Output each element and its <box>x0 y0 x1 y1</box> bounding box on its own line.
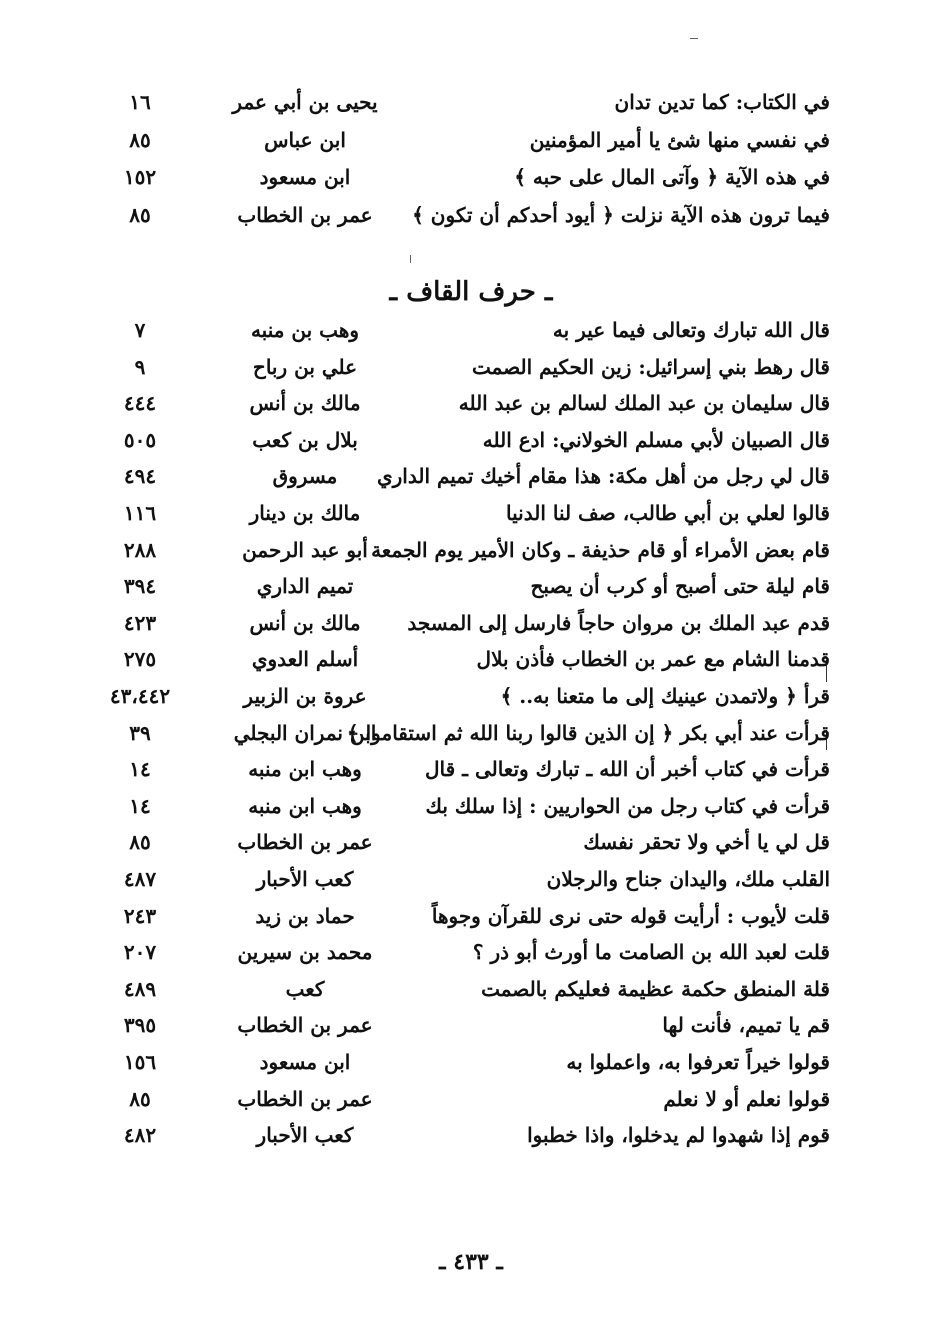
narrator-name: مسروق <box>272 464 338 489</box>
narrator-name: ابن عباس <box>264 127 346 152</box>
index-row <box>100 385 830 421</box>
quote-text: قالوا لعلي بن أبي طالب، صف لنا الدنيا <box>506 501 830 525</box>
narrator-name: وهب ابن منبه <box>248 793 362 818</box>
index-row <box>100 197 830 233</box>
narrator-name: يحيى بن أبي عمر <box>232 90 378 114</box>
page-reference: ٩ <box>134 354 146 379</box>
narrator-name: ابن نمران البجلي <box>233 720 377 745</box>
page-reference: ٢٧٥ <box>123 647 157 672</box>
quote-text: قام ليلة حتى أصبح أو كرب أن يصبح <box>530 574 830 599</box>
page-reference: ١٤ <box>129 757 151 782</box>
narrator-name: كعب الأحبار <box>256 1123 354 1148</box>
page-reference: ٨٥ <box>129 127 151 152</box>
quote-text: قال سليمان بن عبد الملك لسالم بن عبد الله <box>458 391 830 416</box>
quote-text: قل لي يا أخي ولا تحقر نفسك <box>583 830 830 855</box>
index-row <box>100 312 830 348</box>
narrator-name: عمر بن الخطاب <box>237 830 373 855</box>
index-row <box>100 824 830 860</box>
narrator-name: علي بن رباح <box>252 354 358 379</box>
page-reference: ١٥٢ <box>123 165 157 189</box>
index-row <box>100 934 830 970</box>
page-reference: ٤٩٤ <box>123 464 157 489</box>
quote-text: قرأت عند أبي بكر ﴿ إن الذين قالوا ربنا الله ثم استقاموا ﴾ <box>346 720 830 745</box>
quote-text: في نفسي منها شئ يا أمير المؤمنين <box>529 127 830 152</box>
index-row <box>100 1007 830 1043</box>
page-reference: ٤٨٩ <box>123 976 157 1001</box>
page-reference: ٨٥ <box>129 202 151 227</box>
page-reference: ٨٥ <box>129 830 151 855</box>
quote-text: قال رهط بني إسرائيل: زين الحكيم الصمت <box>471 354 830 379</box>
index-row <box>100 349 830 385</box>
page-reference: ٤٨٢ <box>123 1123 157 1148</box>
index-row <box>100 495 830 531</box>
narrator-name: ابن مسعود <box>259 1050 351 1074</box>
quote-text: قلت لأيوب : أرأيت قوله حتى نرى للقرآن وجوهاً <box>431 903 830 928</box>
index-row <box>100 1081 830 1117</box>
quote-text: قرأت في كتاب رجل من الحواريين : إذا سلك بك <box>425 793 830 818</box>
index-row <box>100 532 830 568</box>
index-row <box>100 751 830 787</box>
quote-text: قال الله تبارك وتعالى فيما عير به <box>552 318 830 342</box>
quote-text: قولوا نعلم أو لا نعلم <box>663 1086 830 1111</box>
narrator-name: عمر بن الخطاب <box>237 202 373 227</box>
page-reference: ٤٨٧ <box>123 867 157 891</box>
quote-text: في الكتاب: كما تدين تدان <box>614 90 830 114</box>
index-row <box>100 605 830 641</box>
narrator-name: مالك بن أنس <box>249 610 361 635</box>
narrator-name: عروة بن الزبير <box>243 684 367 708</box>
quote-text: قال الصبيان لأبي مسلم الخولاني: ادع الله <box>482 427 830 452</box>
page-reference: ٢٠٧ <box>123 940 157 965</box>
narrator-name: وهب بن منبه <box>250 318 360 342</box>
print-mark <box>410 255 411 263</box>
quote-text: القلب ملك، واليدان جناح والرجلان <box>546 867 830 891</box>
index-row <box>100 458 830 494</box>
quote-text: قم يا تميم، فأنت لها <box>662 1013 830 1038</box>
narrator-name: حماد بن زيد <box>255 903 355 928</box>
page-reference: ٣٩٤ <box>123 574 157 599</box>
index-row <box>100 122 830 158</box>
quote-text: فيما ترون هذه الآية نزلت ﴿ أيود أحدكم أن تكون ﴾ <box>412 202 830 227</box>
index-row <box>100 641 830 677</box>
section-heading: ـ حرف القاف ـ <box>389 277 553 307</box>
quote-text: قدمنا الشام مع عمر بن الخطاب فأذن بلال <box>476 647 830 672</box>
page-reference: ٣٩٥ <box>123 1013 157 1038</box>
page-reference: ١٤ <box>129 793 151 818</box>
narrator-name: كعب الأحبار <box>256 867 354 891</box>
quote-text: قوم إذا شهدوا لم يدخلوا، واذا خطبوا <box>527 1123 830 1148</box>
page-reference: ٢٤٣ <box>123 903 157 928</box>
index-row <box>100 84 830 120</box>
quote-text: في هذه الآية ﴿ وآتى المال على حبه ﴾ <box>514 165 830 189</box>
narrator-name: عمر بن الخطاب <box>237 1086 373 1111</box>
page-reference: ٨٥ <box>129 1086 151 1111</box>
page-reference: ١١٦ <box>123 501 157 525</box>
index-row <box>100 715 830 751</box>
index-row <box>100 898 830 934</box>
index-row <box>100 1044 830 1080</box>
page-reference: ٣٩ <box>129 720 151 745</box>
index-row <box>100 1117 830 1153</box>
print-mark <box>690 38 698 39</box>
index-row <box>100 568 830 604</box>
narrator-name: محمد بن سيرين <box>237 940 373 965</box>
narrator-name: مالك بن دينار <box>249 501 361 525</box>
page-reference: ١٥٦ <box>123 1050 157 1074</box>
quote-text: قلة المنطق حكمة عظيمة فعليكم بالصمت <box>481 976 830 1001</box>
quote-text: قام بعض الأمراء أو قام حذيفة ـ وكان الأمير يوم الجمعة <box>371 537 830 562</box>
quote-text: قولوا خيراً تعرفوا به، واعملوا به <box>566 1050 830 1074</box>
narrator-name: وهب ابن منبه <box>248 757 362 782</box>
index-row <box>100 678 830 714</box>
page-number: ـ ٤٣٣ ـ <box>439 1249 503 1275</box>
index-row <box>100 788 830 824</box>
page-reference: ١٦ <box>129 90 151 114</box>
narrator-name: ابن مسعود <box>259 165 351 189</box>
index-row <box>100 422 830 458</box>
quote-text: قرأت في كتاب أخبر أن الله ـ تبارك وتعالى ـ قال <box>424 757 830 782</box>
narrator-name: أسلم العدوي <box>251 647 359 672</box>
page-reference: ٧ <box>134 318 146 342</box>
page-reference: ٤٤٤ <box>123 391 157 416</box>
narrator-name: بلال بن كعب <box>252 427 358 452</box>
narrator-name: أبو عبد الرحمن <box>242 537 368 562</box>
narrator-name: عمر بن الخطاب <box>237 1013 373 1038</box>
narrator-name: مالك بن أنس <box>249 391 361 416</box>
quote-text: قرأ ﴿ ولاتمدن عينيك إلى ما متعنا به.. ﴾ <box>500 684 830 708</box>
index-row <box>100 971 830 1007</box>
page-reference: ٥٠٥ <box>123 427 157 452</box>
page-reference: ٤٢٣ <box>123 610 157 635</box>
index-row <box>100 159 830 195</box>
quote-text: قال لي رجل من أهل مكة: هذا مقام أخيك تميم الداري <box>376 464 830 489</box>
narrator-name: تميم الداري <box>256 574 354 599</box>
page-reference: ٢٨٨ <box>123 537 157 562</box>
page-reference: ٤٣،٤٤٢ <box>109 684 171 708</box>
quote-text: قلت لعبد الله بن الصامت ما أورث أبو ذر ؟ <box>472 940 830 965</box>
narrator-name: كعب <box>285 976 325 1001</box>
quote-text: قدم عبد الملك بن مروان حاجاً فارسل إلى المسجد <box>407 610 830 635</box>
index-row <box>100 861 830 897</box>
